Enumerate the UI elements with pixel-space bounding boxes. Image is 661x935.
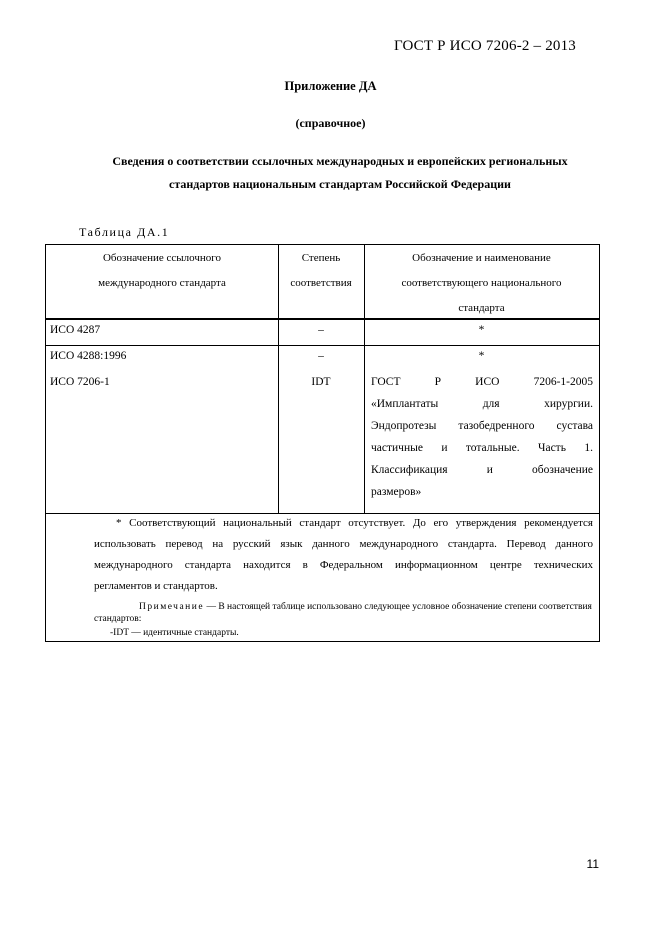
header-text: международного стандарта [98, 277, 226, 289]
header-national-standard [364, 246, 599, 321]
table-cell-national: * [478, 350, 485, 362]
table-cell-degree: IDT [311, 376, 331, 388]
table-cell-ref: ИСО 7206-1 [50, 376, 110, 388]
national-text-line: Классификация и обозначение [371, 464, 593, 476]
header-text: Обозначение и наименование [412, 252, 551, 264]
table-cell-degree: – [318, 350, 324, 362]
note-legend: -IDT — идентичные стандарты. [110, 628, 239, 638]
header-text: соответствия [290, 277, 352, 289]
table-cell-national: * [478, 324, 485, 336]
header-text: соответствующего национального [401, 277, 562, 289]
table-caption: Таблица ДА.1 [79, 225, 170, 239]
national-text-line: «Имплантаты для хирургии. [371, 398, 593, 410]
header-text: стандарта [458, 302, 505, 314]
heading-line-2: стандартов национальным стандартам Российской Федерации [169, 177, 511, 191]
header-text: Обозначение ссылочного [102, 252, 222, 264]
note-text: — В настоящей таблице использовано следующее условное обозначение степени соответствия стандартов: [94, 602, 592, 624]
correspondence-table [45, 244, 600, 642]
note-label: Примечание [139, 602, 205, 612]
table-cell-degree: – [318, 324, 324, 336]
header-degree [278, 246, 364, 296]
national-text-line: Эндопротезы тазобедренного сустава [371, 420, 593, 432]
footnote-line: * Соответствующий национальный стандарт отсутствует. До его утверждения рекомендуется [116, 517, 593, 529]
table-cell-ref: ИСО 4288:1996 [50, 350, 127, 362]
footnote-line: регламентов и стандартов. [94, 580, 218, 592]
national-text-line: размеров» [371, 486, 422, 498]
national-text-line: ГОСТ Р ИСО 7206-1-2005 [371, 376, 593, 388]
page-number: 11 [586, 857, 599, 871]
appendix-heading [75, 150, 605, 196]
footnote-line: использовать перевод на русский язык данного международного стандарта. Перевод данного [94, 538, 593, 550]
table-footnote [94, 513, 593, 597]
table-note [94, 601, 593, 639]
heading-line-1: Сведения о соответствии ссылочных международных и европейских региональных [112, 154, 568, 168]
footnote-line: международного стандарта находится в Федеральном информационном центре технических [94, 559, 593, 571]
table-cell-ref: ИСО 4287 [50, 324, 101, 336]
header-reference-standard [46, 246, 278, 296]
document-code: ГОСТ Р ИСО 7206-2 – 2013 [393, 38, 576, 54]
table-cell-national [371, 371, 593, 503]
national-text-line: частичные и тотальные. Часть 1. [371, 442, 593, 454]
appendix-title: Приложение ДА [284, 79, 377, 93]
appendix-subtitle: (справочное) [295, 116, 366, 130]
header-text: Степень [301, 252, 341, 264]
